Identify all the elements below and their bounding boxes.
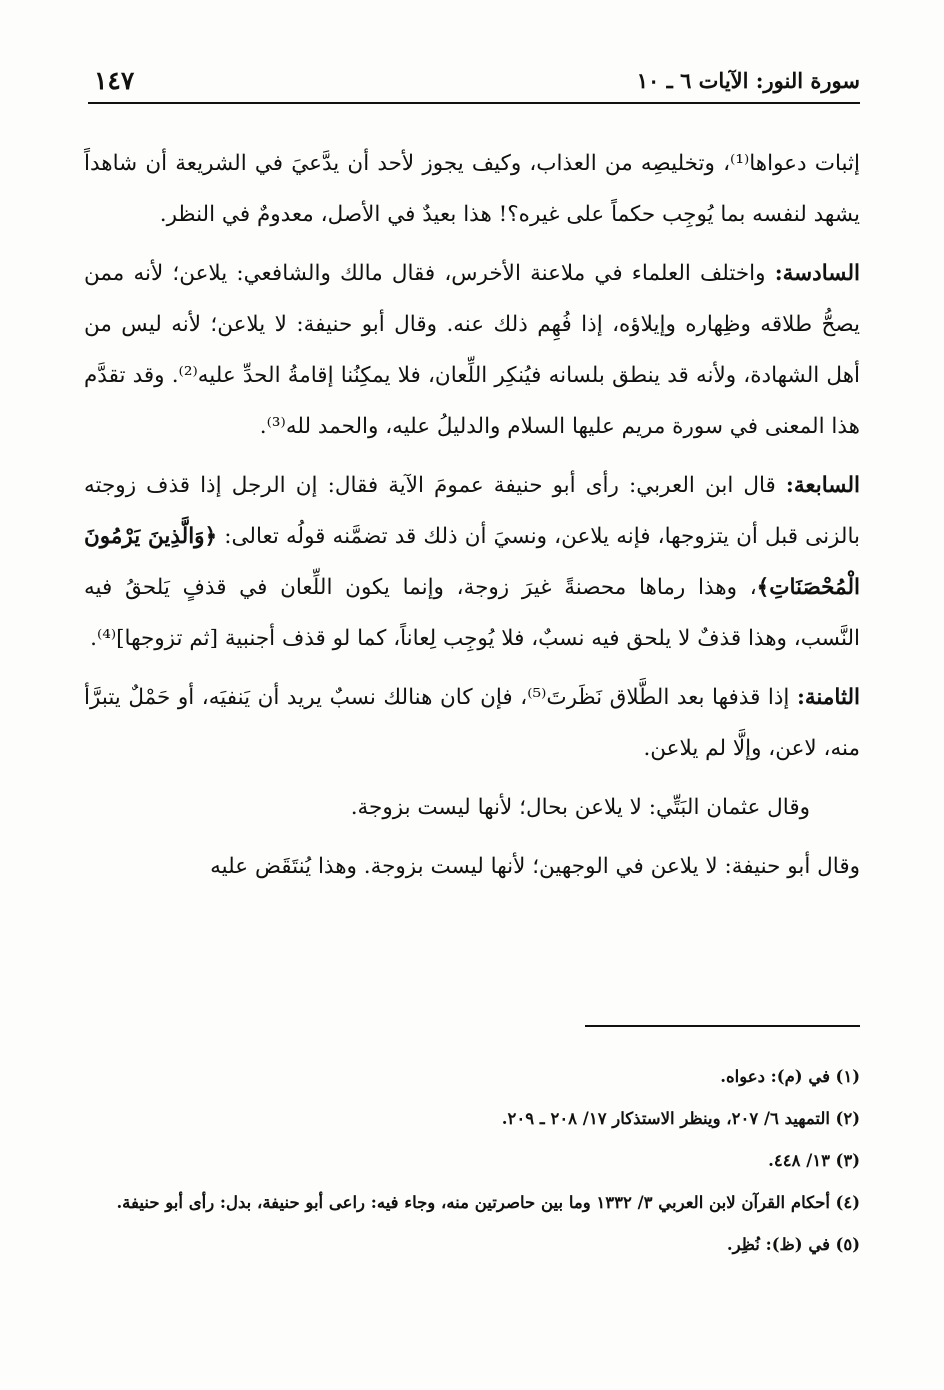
footnote-text: ١٣/ ٤٤٨. [768,1151,830,1170]
footnote-4 [84,1184,860,1222]
paragraph-sixth-text: واختلف العلماء في ملاعنة الأخرس، فقال مالك والشافعي: يلاعن؛ لأنه ممن يصحُّ طلاقه وظِهاره وإيلاؤه، إذا فُهِم ذلك عنه. وقال أبو حنيفة: لا يلاعن؛ لأنه ليس من أهل الشهادة، ولأنه قد ينطق بلسانه فيُنكِر اللِّعان، فلا يمكِنُنا إقامةُ الحدِّ عليه⁽²⁾. وقد تقدَّم هذا المعنى في سورة مريم عليها السلام والدليلُ عليه، والحمد لله⁽³⁾. [84,261,861,439]
footnote-5 [84,1226,860,1264]
paragraph-eighth-text: إذا قذفها بعد الطَّلاق نَظَرتَ⁽⁵⁾، فإن كان هنالك نسبٌ يريد أن يَنفيَه، أو حَمْلٌ يتبرَّأ منه، لاعن، وإلَّا لم يلاعن. [84,685,860,761]
footnote-text: في (م): دعواه. [720,1067,830,1086]
footnote-1 [84,1058,860,1096]
footnote-3 [84,1142,860,1180]
footnote-number: (٥) [835,1235,860,1254]
footnotes [84,1058,860,1264]
quran-quote: ﴿وَالَّذِينَ يَرْمُونَ الْمُحْصَنَاتِ﴾ [84,524,860,600]
paragraph-seventh [84,460,860,664]
paragraph-uthman: وقال عثمان البَتِّي: لا يلاعن بحال؛ لأنها ليست بزوجة. [350,795,810,820]
paragraph-seventh-text-b: ، وهذا رماها محصنةً غيرَ زوجة، وإنما يكون اللِّعان في قذفٍ يَلحقُ فيه النَّسب، وهذا قذفٌ لا يلحق فيه نسبٌ، فلا يُوجِب لِعاناً، كما لو قذف أجنبية [ثم تزوجها]⁽⁴⁾. [84,575,860,651]
footnote-number: (٣) [835,1151,860,1170]
footnote-2 [84,1100,860,1138]
section-lead-seventh: السابعة: [785,473,860,498]
paragraph-eighth [84,672,860,774]
footnote-text: أحكام القرآن لابن العربي ٣/ ١٣٣٢ وما بين حاصرتين منه، وجاء فيه: راعى أبو حنيفة، بدل: رأى أبو حنيفة. [116,1193,830,1212]
paragraph-seventh-text-a: قال ابن العربي: رأى أبو حنيفة عمومَ الآية فقال: إن الرجل إذا قذف زوجته بالزنى قبل أن يتزوجها، فإنه يلاعن، ونسيَ أن ذلك قد تضمَّنه قولُه تعالى: [84,473,860,549]
page-number: ١٤٧ [94,66,135,95]
footnote-divider [585,1025,860,1027]
paragraph-1: إثبات دعواها⁽¹⁾، وتخليصِه من العذاب، وكيف يجوز لأحد أن يدَّعيَ في الشريعة أن شاهداً يشهد لنفسه بما يُوجِب حكماً على غيره؟! هذا بعيدٌ في الأصل، معدومٌ في النظر. [84,151,860,227]
page-header [88,58,860,104]
paragraph-abu-hanifa: وقال أبو حنيفة: لا يلاعن في الوجهين؛ لأنها ليست بزوجة. وهذا يُنتَقَض عليه [210,854,860,879]
footnote-number: (٢) [835,1109,860,1128]
footnote-text: التمهيد ٦/ ٢٠٧، وينظر الاستذكار ١٧/ ٢٠٨ ـ ٢٠٩. [501,1109,830,1128]
footnote-text: في (ظ): نُظِر. [726,1235,830,1254]
footnote-number: (١) [835,1067,860,1086]
section-lead-sixth: السادسة: [774,261,860,286]
running-title: سورة النور: الآيات ٦ ـ ١٠ [636,68,860,93]
section-lead-eighth: الثامنة: [796,685,860,710]
main-text [84,138,860,892]
footnote-number: (٤) [835,1193,860,1212]
paragraph-sixth [84,248,860,452]
